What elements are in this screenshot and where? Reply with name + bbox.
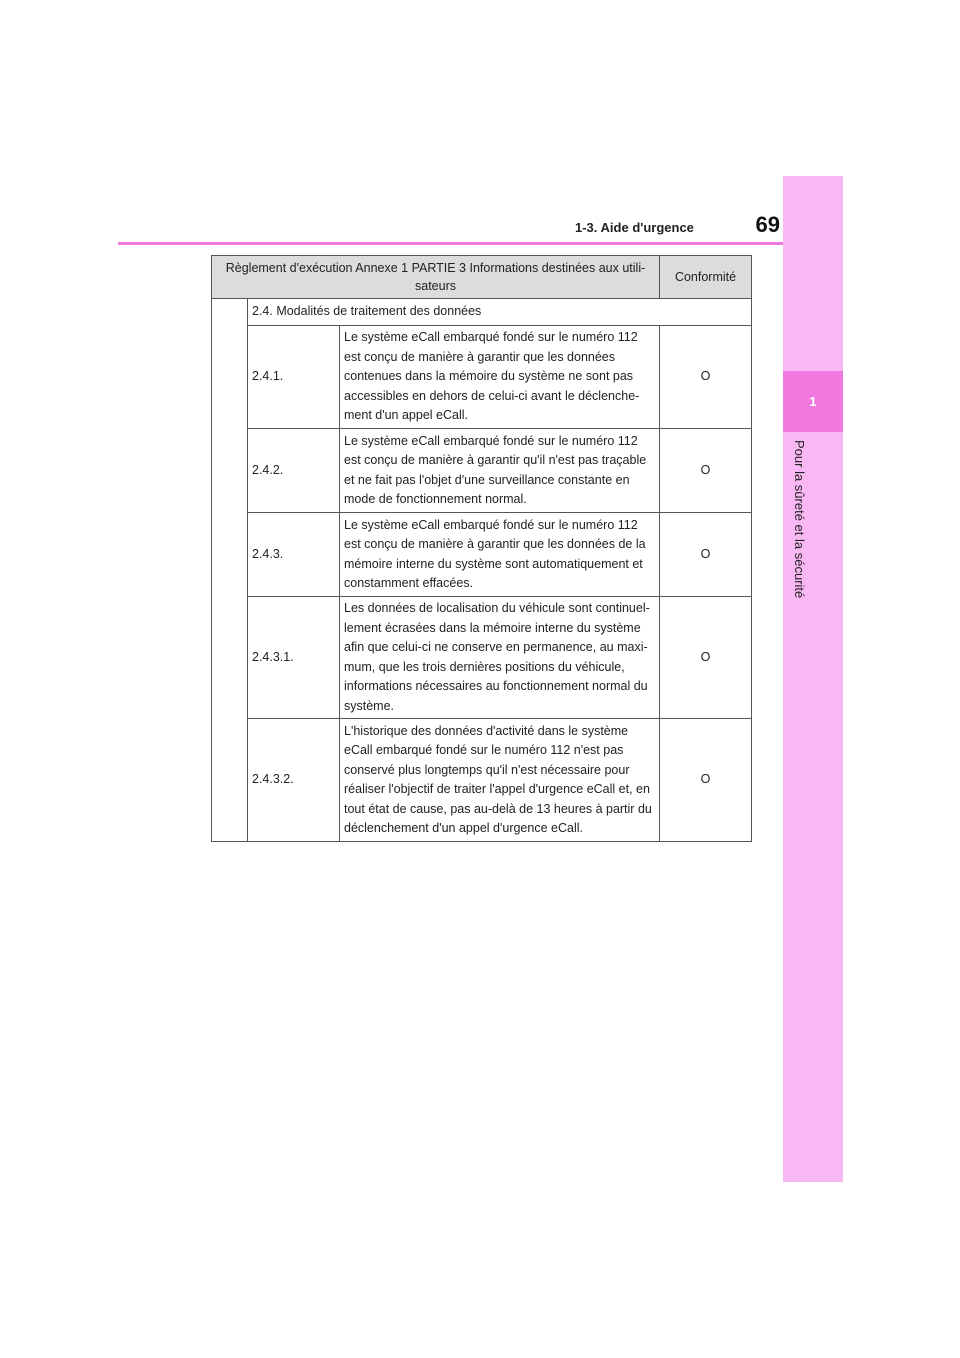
- row-compliance: O: [660, 719, 752, 842]
- row-text: Le système eCall embarqué fondé sur le numéro 112 est conçu de manière à garantir que les données contenues dans la mémoire du système ne sont pas accessibles en dehors de celui-ci avant le déclenche-ment d'un appel eCall.: [340, 326, 660, 429]
- table-row: [212, 719, 752, 842]
- row-number: 2.4.3.: [248, 513, 340, 597]
- regulation-table: [211, 255, 752, 842]
- chapter-side-tab: [783, 176, 843, 1182]
- header-divider: [118, 242, 783, 245]
- row-number: 2.4.3.2.: [248, 719, 340, 842]
- header-compliance: Conformité: [660, 256, 752, 299]
- indent-cell: [212, 299, 248, 842]
- table-row: [212, 326, 752, 429]
- row-number: 2.4.3.1.: [248, 597, 340, 719]
- section-title: 1-3. Aide d'urgence: [575, 220, 694, 235]
- header-regulation: Règlement d'exécution Annexe 1 PARTIE 3 Informations destinées aux utili-sateurs: [212, 256, 660, 299]
- table-row: [212, 513, 752, 597]
- page-number: 69: [755, 212, 780, 237]
- row-number: 2.4.1.: [248, 326, 340, 429]
- row-compliance: O: [660, 429, 752, 513]
- table-row: [212, 429, 752, 513]
- chapter-label: Pour la sûreté et la sécurité: [792, 440, 807, 599]
- table-row: [212, 597, 752, 719]
- row-compliance: O: [660, 513, 752, 597]
- section-heading: 2.4. Modalités de traitement des données: [248, 299, 752, 326]
- row-text: Les données de localisation du véhicule sont continuel-lement écrasées dans la mémoire interne du système afin que celui-ci ne conserve en permanence, au maxi-mum, que les trois dernières positions du véhicule, informations nécessaires au fonctionnement normal du système.: [340, 597, 660, 719]
- chapter-number: 1: [783, 371, 843, 432]
- row-text: Le système eCall embarqué fondé sur le numéro 112 est conçu de manière à garantir qu'il n'est pas traçable et ne fait pas l'objet d'une surveillance constante en mode de fonctionnement normal.: [340, 429, 660, 513]
- row-compliance: O: [660, 326, 752, 429]
- table-header-row: [212, 256, 752, 299]
- row-compliance: O: [660, 597, 752, 719]
- row-text: Le système eCall embarqué fondé sur le numéro 112 est conçu de manière à garantir que les données de la mémoire interne du système sont automatiquement et constamment effacées.: [340, 513, 660, 597]
- section-row: [212, 299, 752, 326]
- row-number: 2.4.2.: [248, 429, 340, 513]
- row-text: L'historique des données d'activité dans le système eCall embarqué fondé sur le numéro 112 n'est pas conservé plus longtemps qu'il n'est nécessaire pour réaliser l'objectif de traiter l'appel d'urgence eCall et, en tout état de cause, pas au-delà de 13 heures à partir du déclenchement d'un appel d'urgence eCall.: [340, 719, 660, 842]
